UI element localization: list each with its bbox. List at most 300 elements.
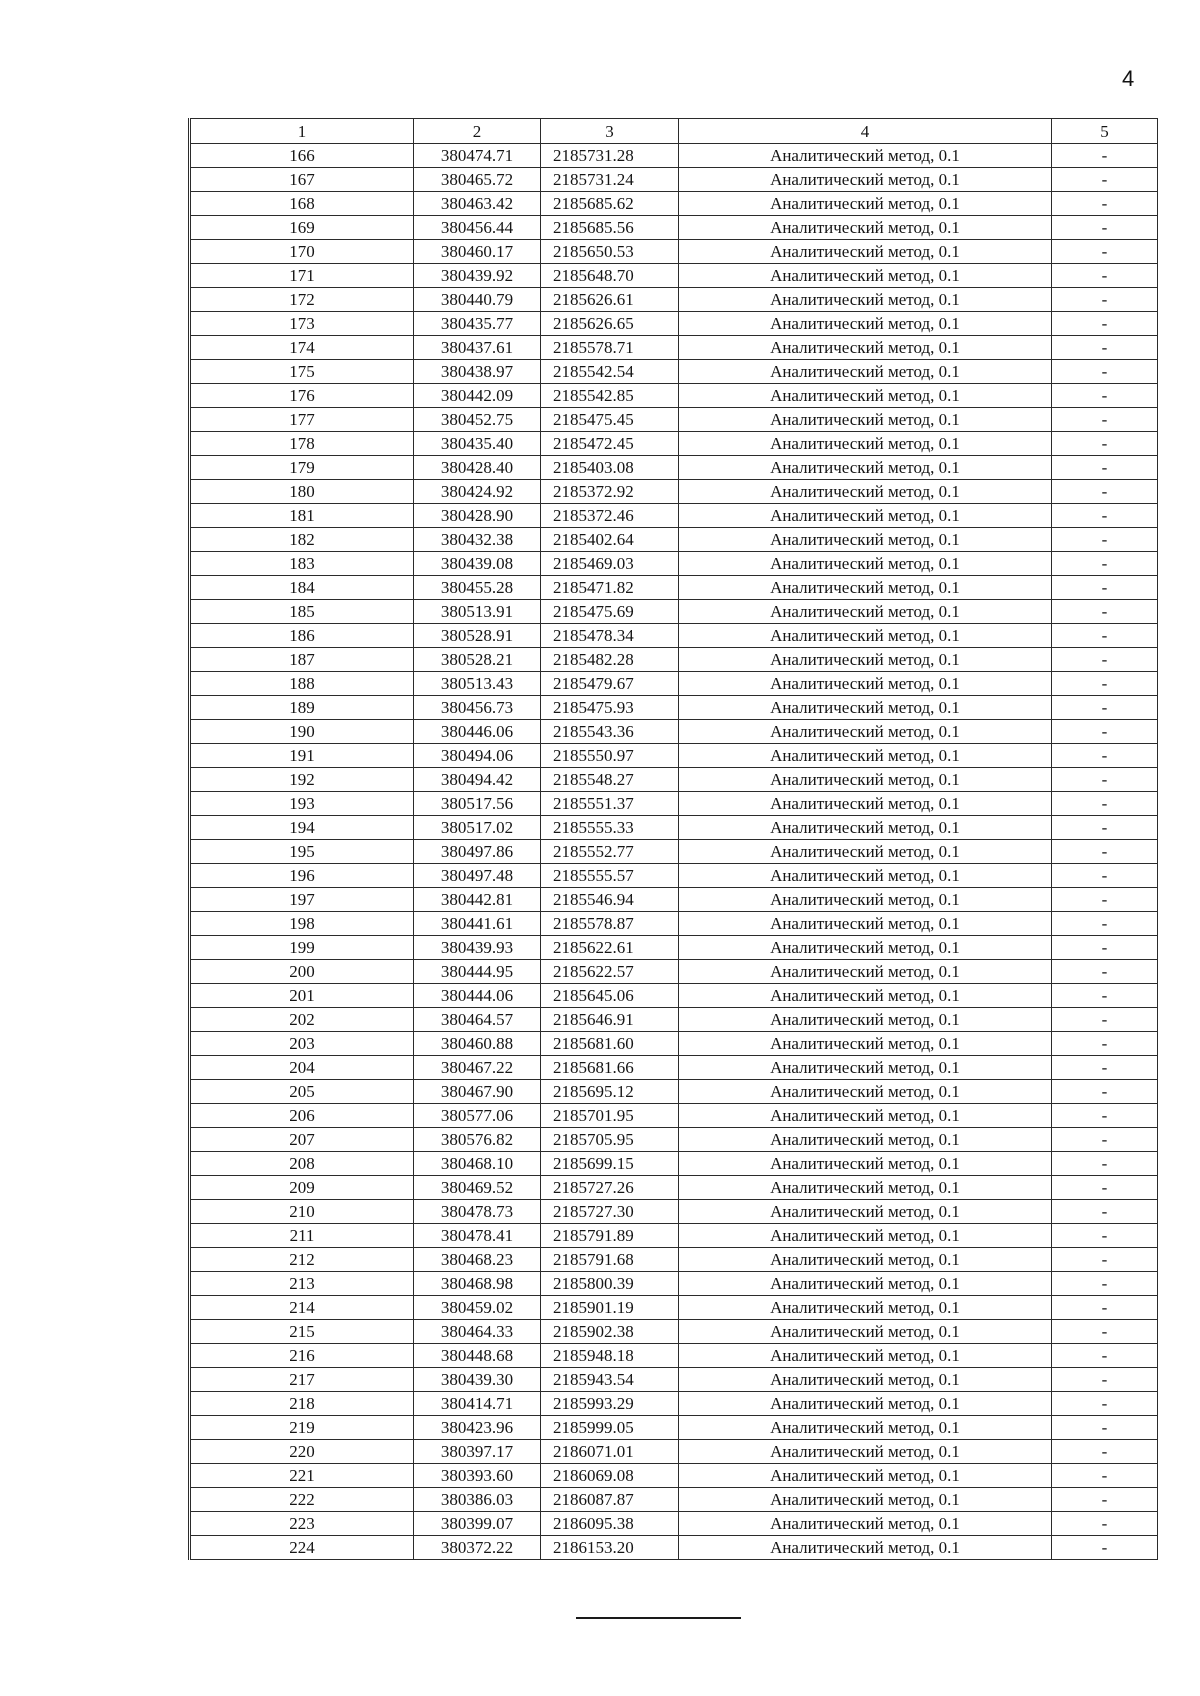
table-row <box>190 552 1158 576</box>
table-row <box>190 1296 1158 1320</box>
method-cell: Аналитический метод, 0.1 <box>679 1488 1052 1512</box>
note-cell: - <box>1052 1344 1158 1368</box>
note-cell: - <box>1052 1512 1158 1536</box>
table-row <box>190 936 1158 960</box>
x-coordinate-cell: 380469.52 <box>414 1176 541 1200</box>
note-cell: - <box>1052 576 1158 600</box>
method-cell: Аналитический метод, 0.1 <box>679 1440 1052 1464</box>
y-coordinate-cell: 2185645.06 <box>541 984 679 1008</box>
x-coordinate-cell: 380428.90 <box>414 504 541 528</box>
table-row <box>190 792 1158 816</box>
bottom-rule <box>576 1617 741 1619</box>
table-header-row <box>190 119 1158 144</box>
point-number-cell: 175 <box>190 360 414 384</box>
point-number-cell: 209 <box>190 1176 414 1200</box>
table-row <box>190 816 1158 840</box>
x-coordinate-cell: 380386.03 <box>414 1488 541 1512</box>
y-coordinate-cell: 2185650.53 <box>541 240 679 264</box>
method-cell: Аналитический метод, 0.1 <box>679 792 1052 816</box>
method-cell: Аналитический метод, 0.1 <box>679 1536 1052 1560</box>
table-row <box>190 624 1158 648</box>
method-cell: Аналитический метод, 0.1 <box>679 408 1052 432</box>
method-cell: Аналитический метод, 0.1 <box>679 1512 1052 1536</box>
point-number-cell: 180 <box>190 480 414 504</box>
y-coordinate-cell: 2185555.57 <box>541 864 679 888</box>
table-row <box>190 1056 1158 1080</box>
y-coordinate-cell: 2185948.18 <box>541 1344 679 1368</box>
x-coordinate-cell: 380474.71 <box>414 144 541 168</box>
note-cell: - <box>1052 1224 1158 1248</box>
note-cell: - <box>1052 744 1158 768</box>
method-cell: Аналитический метод, 0.1 <box>679 1104 1052 1128</box>
method-cell: Аналитический метод, 0.1 <box>679 192 1052 216</box>
table-row <box>190 240 1158 264</box>
x-coordinate-cell: 380439.93 <box>414 936 541 960</box>
point-number-cell: 202 <box>190 1008 414 1032</box>
note-cell: - <box>1052 1200 1158 1224</box>
y-coordinate-cell: 2185943.54 <box>541 1368 679 1392</box>
method-cell: Аналитический метод, 0.1 <box>679 1056 1052 1080</box>
table-row <box>190 1488 1158 1512</box>
note-cell: - <box>1052 1104 1158 1128</box>
table-row <box>190 336 1158 360</box>
point-number-cell: 198 <box>190 912 414 936</box>
method-cell: Аналитический метод, 0.1 <box>679 1080 1052 1104</box>
x-coordinate-cell: 380464.57 <box>414 1008 541 1032</box>
method-cell: Аналитический метод, 0.1 <box>679 1392 1052 1416</box>
note-cell: - <box>1052 1008 1158 1032</box>
x-coordinate-cell: 380468.10 <box>414 1152 541 1176</box>
note-cell: - <box>1052 1392 1158 1416</box>
note-cell: - <box>1052 168 1158 192</box>
x-coordinate-cell: 380577.06 <box>414 1104 541 1128</box>
note-cell: - <box>1052 1440 1158 1464</box>
point-number-cell: 222 <box>190 1488 414 1512</box>
note-cell: - <box>1052 1176 1158 1200</box>
method-cell: Аналитический метод, 0.1 <box>679 1296 1052 1320</box>
x-coordinate-cell: 380439.92 <box>414 264 541 288</box>
table-row <box>190 288 1158 312</box>
x-coordinate-cell: 380478.73 <box>414 1200 541 1224</box>
method-cell: Аналитический метод, 0.1 <box>679 936 1052 960</box>
y-coordinate-cell: 2185546.94 <box>541 888 679 912</box>
x-coordinate-cell: 380517.02 <box>414 816 541 840</box>
x-coordinate-cell: 380456.73 <box>414 696 541 720</box>
table-row <box>190 408 1158 432</box>
note-cell: - <box>1052 936 1158 960</box>
y-coordinate-cell: 2185999.05 <box>541 1416 679 1440</box>
y-coordinate-cell: 2185482.28 <box>541 648 679 672</box>
x-coordinate-cell: 380442.81 <box>414 888 541 912</box>
point-number-cell: 210 <box>190 1200 414 1224</box>
x-coordinate-cell: 380464.33 <box>414 1320 541 1344</box>
x-coordinate-cell: 380440.79 <box>414 288 541 312</box>
method-cell: Аналитический метод, 0.1 <box>679 168 1052 192</box>
point-number-cell: 179 <box>190 456 414 480</box>
table-row <box>190 216 1158 240</box>
point-number-cell: 197 <box>190 888 414 912</box>
note-cell: - <box>1052 216 1158 240</box>
x-coordinate-cell: 380448.68 <box>414 1344 541 1368</box>
table-row <box>190 144 1158 168</box>
method-cell: Аналитический метод, 0.1 <box>679 144 1052 168</box>
note-cell: - <box>1052 1416 1158 1440</box>
x-coordinate-cell: 380494.06 <box>414 744 541 768</box>
table-row <box>190 504 1158 528</box>
point-number-cell: 190 <box>190 720 414 744</box>
table-row <box>190 192 1158 216</box>
y-coordinate-cell: 2185705.95 <box>541 1128 679 1152</box>
note-cell: - <box>1052 312 1158 336</box>
method-cell: Аналитический метод, 0.1 <box>679 288 1052 312</box>
y-coordinate-cell: 2185701.95 <box>541 1104 679 1128</box>
method-cell: Аналитический метод, 0.1 <box>679 1464 1052 1488</box>
table-row <box>190 1392 1158 1416</box>
note-cell: - <box>1052 528 1158 552</box>
y-coordinate-cell: 2185626.61 <box>541 288 679 312</box>
method-cell: Аналитический метод, 0.1 <box>679 984 1052 1008</box>
note-cell: - <box>1052 1128 1158 1152</box>
table-row <box>190 672 1158 696</box>
note-cell: - <box>1052 1536 1158 1560</box>
x-coordinate-cell: 380439.08 <box>414 552 541 576</box>
table-row <box>190 768 1158 792</box>
table-row <box>190 384 1158 408</box>
note-cell: - <box>1052 264 1158 288</box>
note-cell: - <box>1052 792 1158 816</box>
x-coordinate-cell: 380435.40 <box>414 432 541 456</box>
y-coordinate-cell: 2186071.01 <box>541 1440 679 1464</box>
method-cell: Аналитический метод, 0.1 <box>679 840 1052 864</box>
method-cell: Аналитический метод, 0.1 <box>679 600 1052 624</box>
note-cell: - <box>1052 912 1158 936</box>
method-cell: Аналитический метод, 0.1 <box>679 384 1052 408</box>
method-cell: Аналитический метод, 0.1 <box>679 1152 1052 1176</box>
method-cell: Аналитический метод, 0.1 <box>679 528 1052 552</box>
table-row <box>190 1368 1158 1392</box>
y-coordinate-cell: 2185685.56 <box>541 216 679 240</box>
x-coordinate-cell: 380465.72 <box>414 168 541 192</box>
x-coordinate-cell: 380459.02 <box>414 1296 541 1320</box>
note-cell: - <box>1052 696 1158 720</box>
point-number-cell: 199 <box>190 936 414 960</box>
x-coordinate-cell: 380467.22 <box>414 1056 541 1080</box>
y-coordinate-cell: 2185622.57 <box>541 960 679 984</box>
method-cell: Аналитический метод, 0.1 <box>679 312 1052 336</box>
method-cell: Аналитический метод, 0.1 <box>679 624 1052 648</box>
table-row <box>190 264 1158 288</box>
table-row <box>190 1200 1158 1224</box>
method-cell: Аналитический метод, 0.1 <box>679 216 1052 240</box>
y-coordinate-cell: 2185550.97 <box>541 744 679 768</box>
x-coordinate-cell: 380456.44 <box>414 216 541 240</box>
y-coordinate-cell: 2185685.62 <box>541 192 679 216</box>
table-row <box>190 960 1158 984</box>
x-coordinate-cell: 380446.06 <box>414 720 541 744</box>
method-cell: Аналитический метод, 0.1 <box>679 1344 1052 1368</box>
y-coordinate-cell: 2185475.93 <box>541 696 679 720</box>
x-coordinate-cell: 380497.86 <box>414 840 541 864</box>
note-cell: - <box>1052 360 1158 384</box>
point-number-cell: 218 <box>190 1392 414 1416</box>
method-cell: Аналитический метод, 0.1 <box>679 960 1052 984</box>
y-coordinate-cell: 2185555.33 <box>541 816 679 840</box>
method-cell: Аналитический метод, 0.1 <box>679 336 1052 360</box>
point-number-cell: 172 <box>190 288 414 312</box>
x-coordinate-cell: 380444.95 <box>414 960 541 984</box>
point-number-cell: 191 <box>190 744 414 768</box>
y-coordinate-cell: 2186095.38 <box>541 1512 679 1536</box>
table-row <box>190 360 1158 384</box>
table-row <box>190 1440 1158 1464</box>
y-coordinate-cell: 2186069.08 <box>541 1464 679 1488</box>
method-cell: Аналитический метод, 0.1 <box>679 1200 1052 1224</box>
x-coordinate-cell: 380438.97 <box>414 360 541 384</box>
y-coordinate-cell: 2185681.66 <box>541 1056 679 1080</box>
y-coordinate-cell: 2185791.68 <box>541 1248 679 1272</box>
note-cell: - <box>1052 888 1158 912</box>
method-cell: Аналитический метод, 0.1 <box>679 1248 1052 1272</box>
point-number-cell: 168 <box>190 192 414 216</box>
method-cell: Аналитический метод, 0.1 <box>679 1320 1052 1344</box>
note-cell: - <box>1052 1152 1158 1176</box>
table-row <box>190 1344 1158 1368</box>
table-row <box>190 456 1158 480</box>
y-coordinate-cell: 2185479.67 <box>541 672 679 696</box>
point-number-cell: 171 <box>190 264 414 288</box>
note-cell: - <box>1052 1080 1158 1104</box>
point-number-cell: 177 <box>190 408 414 432</box>
x-coordinate-cell: 380424.92 <box>414 480 541 504</box>
point-number-cell: 169 <box>190 216 414 240</box>
table-row <box>190 1320 1158 1344</box>
y-coordinate-cell: 2185699.15 <box>541 1152 679 1176</box>
y-coordinate-cell: 2185552.77 <box>541 840 679 864</box>
x-coordinate-cell: 380428.40 <box>414 456 541 480</box>
y-coordinate-cell: 2185471.82 <box>541 576 679 600</box>
x-coordinate-cell: 380463.42 <box>414 192 541 216</box>
table-row <box>190 1512 1158 1536</box>
note-cell: - <box>1052 552 1158 576</box>
y-coordinate-cell: 2185475.69 <box>541 600 679 624</box>
y-coordinate-cell: 2185901.19 <box>541 1296 679 1320</box>
point-number-cell: 183 <box>190 552 414 576</box>
y-coordinate-cell: 2185542.85 <box>541 384 679 408</box>
method-cell: Аналитический метод, 0.1 <box>679 1128 1052 1152</box>
table-row <box>190 1464 1158 1488</box>
point-number-cell: 221 <box>190 1464 414 1488</box>
table-row <box>190 576 1158 600</box>
point-number-cell: 184 <box>190 576 414 600</box>
x-coordinate-cell: 380468.98 <box>414 1272 541 1296</box>
method-cell: Аналитический метод, 0.1 <box>679 888 1052 912</box>
point-number-cell: 194 <box>190 816 414 840</box>
y-coordinate-cell: 2185543.36 <box>541 720 679 744</box>
note-cell: - <box>1052 288 1158 312</box>
y-coordinate-cell: 2185791.89 <box>541 1224 679 1248</box>
y-coordinate-cell: 2185648.70 <box>541 264 679 288</box>
method-cell: Аналитический метод, 0.1 <box>679 504 1052 528</box>
x-coordinate-cell: 380513.91 <box>414 600 541 624</box>
note-cell: - <box>1052 1464 1158 1488</box>
note-cell: - <box>1052 192 1158 216</box>
method-cell: Аналитический метод, 0.1 <box>679 672 1052 696</box>
note-cell: - <box>1052 840 1158 864</box>
point-number-cell: 188 <box>190 672 414 696</box>
y-coordinate-cell: 2185475.45 <box>541 408 679 432</box>
table-row <box>190 696 1158 720</box>
note-cell: - <box>1052 648 1158 672</box>
note-cell: - <box>1052 1368 1158 1392</box>
x-coordinate-cell: 380517.56 <box>414 792 541 816</box>
table-row <box>190 720 1158 744</box>
x-coordinate-cell: 380497.48 <box>414 864 541 888</box>
point-number-cell: 223 <box>190 1512 414 1536</box>
table-row <box>190 312 1158 336</box>
note-cell: - <box>1052 672 1158 696</box>
method-cell: Аналитический метод, 0.1 <box>679 240 1052 264</box>
note-cell: - <box>1052 384 1158 408</box>
y-coordinate-cell: 2185372.46 <box>541 504 679 528</box>
table-row <box>190 1128 1158 1152</box>
method-cell: Аналитический метод, 0.1 <box>679 1416 1052 1440</box>
x-coordinate-cell: 380494.42 <box>414 768 541 792</box>
point-number-cell: 192 <box>190 768 414 792</box>
table-row <box>190 1416 1158 1440</box>
point-number-cell: 182 <box>190 528 414 552</box>
point-number-cell: 201 <box>190 984 414 1008</box>
y-coordinate-cell: 2185626.65 <box>541 312 679 336</box>
table-row <box>190 1080 1158 1104</box>
method-cell: Аналитический метод, 0.1 <box>679 768 1052 792</box>
table-row <box>190 984 1158 1008</box>
note-cell: - <box>1052 1488 1158 1512</box>
table-row <box>190 648 1158 672</box>
point-number-cell: 174 <box>190 336 414 360</box>
x-coordinate-cell: 380435.77 <box>414 312 541 336</box>
table-row <box>190 1176 1158 1200</box>
point-number-cell: 219 <box>190 1416 414 1440</box>
method-cell: Аналитический метод, 0.1 <box>679 696 1052 720</box>
point-number-cell: 186 <box>190 624 414 648</box>
point-number-cell: 181 <box>190 504 414 528</box>
method-cell: Аналитический метод, 0.1 <box>679 1008 1052 1032</box>
note-cell: - <box>1052 1056 1158 1080</box>
table-row <box>190 1032 1158 1056</box>
x-coordinate-cell: 380432.38 <box>414 528 541 552</box>
table-row <box>190 1248 1158 1272</box>
method-cell: Аналитический метод, 0.1 <box>679 744 1052 768</box>
note-cell: - <box>1052 960 1158 984</box>
y-coordinate-cell: 2186153.20 <box>541 1536 679 1560</box>
x-coordinate-cell: 380528.91 <box>414 624 541 648</box>
note-cell: - <box>1052 864 1158 888</box>
note-cell: - <box>1052 1248 1158 1272</box>
x-coordinate-cell: 380468.23 <box>414 1248 541 1272</box>
x-coordinate-cell: 380455.28 <box>414 576 541 600</box>
point-number-cell: 176 <box>190 384 414 408</box>
note-cell: - <box>1052 1320 1158 1344</box>
point-number-cell: 195 <box>190 840 414 864</box>
method-cell: Аналитический метод, 0.1 <box>679 1224 1052 1248</box>
note-cell: - <box>1052 1296 1158 1320</box>
method-cell: Аналитический метод, 0.1 <box>679 720 1052 744</box>
method-cell: Аналитический метод, 0.1 <box>679 456 1052 480</box>
method-cell: Аналитический метод, 0.1 <box>679 552 1052 576</box>
y-coordinate-cell: 2185542.54 <box>541 360 679 384</box>
y-coordinate-cell: 2185402.64 <box>541 528 679 552</box>
header-cell: 5 <box>1052 119 1158 144</box>
table-body <box>190 119 1158 1560</box>
x-coordinate-cell: 380399.07 <box>414 1512 541 1536</box>
table-row <box>190 1272 1158 1296</box>
point-number-cell: 187 <box>190 648 414 672</box>
table-row <box>190 888 1158 912</box>
note-cell: - <box>1052 1272 1158 1296</box>
note-cell: - <box>1052 600 1158 624</box>
note-cell: - <box>1052 336 1158 360</box>
x-coordinate-cell: 380467.90 <box>414 1080 541 1104</box>
coordinates-table <box>188 118 1158 1560</box>
y-coordinate-cell: 2185469.03 <box>541 552 679 576</box>
method-cell: Аналитический метод, 0.1 <box>679 864 1052 888</box>
table-row <box>190 1152 1158 1176</box>
x-coordinate-cell: 380437.61 <box>414 336 541 360</box>
x-coordinate-cell: 380414.71 <box>414 1392 541 1416</box>
method-cell: Аналитический метод, 0.1 <box>679 480 1052 504</box>
table-row <box>190 1008 1158 1032</box>
y-coordinate-cell: 2185622.61 <box>541 936 679 960</box>
x-coordinate-cell: 380576.82 <box>414 1128 541 1152</box>
point-number-cell: 215 <box>190 1320 414 1344</box>
point-number-cell: 167 <box>190 168 414 192</box>
point-number-cell: 213 <box>190 1272 414 1296</box>
y-coordinate-cell: 2185646.91 <box>541 1008 679 1032</box>
x-coordinate-cell: 380478.41 <box>414 1224 541 1248</box>
method-cell: Аналитический метод, 0.1 <box>679 264 1052 288</box>
note-cell: - <box>1052 1032 1158 1056</box>
y-coordinate-cell: 2185681.60 <box>541 1032 679 1056</box>
table-row <box>190 528 1158 552</box>
point-number-cell: 211 <box>190 1224 414 1248</box>
method-cell: Аналитический метод, 0.1 <box>679 1272 1052 1296</box>
y-coordinate-cell: 2185727.30 <box>541 1200 679 1224</box>
point-number-cell: 217 <box>190 1368 414 1392</box>
point-number-cell: 166 <box>190 144 414 168</box>
x-coordinate-cell: 380441.61 <box>414 912 541 936</box>
y-coordinate-cell: 2185551.37 <box>541 792 679 816</box>
y-coordinate-cell: 2185548.27 <box>541 768 679 792</box>
point-number-cell: 207 <box>190 1128 414 1152</box>
y-coordinate-cell: 2185902.38 <box>541 1320 679 1344</box>
y-coordinate-cell: 2185472.45 <box>541 432 679 456</box>
y-coordinate-cell: 2185800.39 <box>541 1272 679 1296</box>
x-coordinate-cell: 380372.22 <box>414 1536 541 1560</box>
note-cell: - <box>1052 432 1158 456</box>
table-row <box>190 840 1158 864</box>
method-cell: Аналитический метод, 0.1 <box>679 1176 1052 1200</box>
note-cell: - <box>1052 504 1158 528</box>
y-coordinate-cell: 2185403.08 <box>541 456 679 480</box>
point-number-cell: 212 <box>190 1248 414 1272</box>
y-coordinate-cell: 2185372.92 <box>541 480 679 504</box>
x-coordinate-cell: 380444.06 <box>414 984 541 1008</box>
method-cell: Аналитический метод, 0.1 <box>679 648 1052 672</box>
method-cell: Аналитический метод, 0.1 <box>679 360 1052 384</box>
method-cell: Аналитический метод, 0.1 <box>679 816 1052 840</box>
method-cell: Аналитический метод, 0.1 <box>679 576 1052 600</box>
page-number: 4 <box>1122 66 1135 91</box>
